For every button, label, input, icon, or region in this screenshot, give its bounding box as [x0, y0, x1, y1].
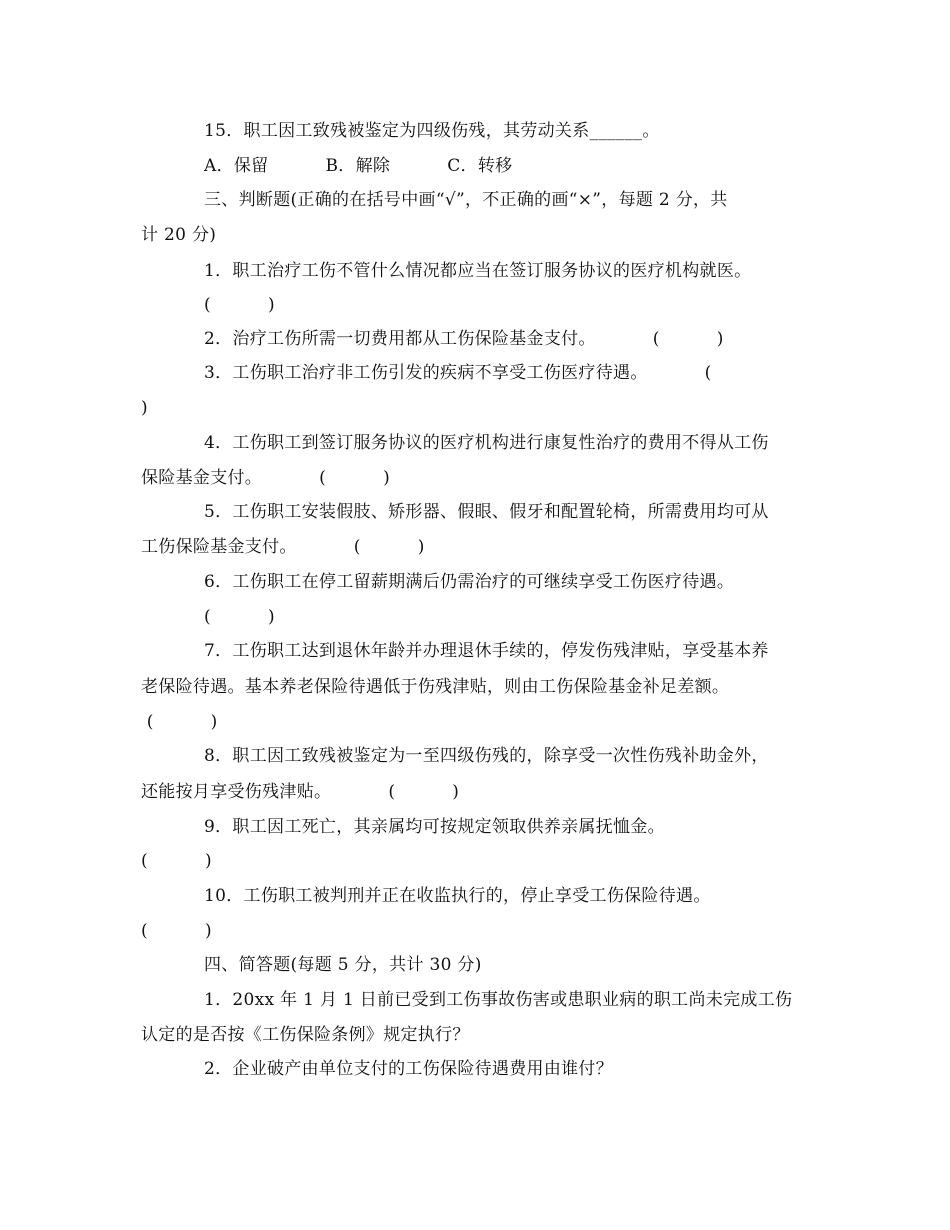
- judge-7-text: 7．工伤职工达到退休年龄并办理退休手续的，停发伤残津贴，享受基本养: [204, 641, 769, 661]
- judge-6-answer: ( ): [204, 607, 275, 627]
- judge-1-text: 1．职工治疗工伤不管什么情况都应当在签订服务协议的医疗机构就医。: [204, 261, 752, 281]
- short-answer-2-text: 2．企业破产由单位支付的工伤保险待遇费用由谁付？: [204, 1059, 614, 1079]
- judge-3-answer: ): [141, 398, 148, 418]
- judge-4-text-cont: 保险基金支付。 ( ): [141, 468, 391, 488]
- judge-7-answer: ( ): [141, 712, 218, 732]
- judge-9-text: 9．职工因工死亡，其亲属均可按规定领取供养亲属抚恤金。: [204, 817, 665, 837]
- judge-4-text: 4．工伤职工到签订服务协议的医疗机构进行康复性治疗的费用不得从工伤: [204, 433, 769, 453]
- short-answer-1-text: 1．20xx 年 1 月 1 日前已受到工伤事故伤害或患职业病的职工尚未完成工伤: [204, 990, 793, 1010]
- judge-2-text: 2．治疗工伤所需一切费用都从工伤保险基金支付。 ( ): [204, 329, 724, 349]
- judge-6-text: 6．工伤职工在停工留薪期满后仍需治疗的可继续享受工伤医疗待遇。: [204, 572, 735, 592]
- question-15-text: 15．职工因工致残被鉴定为四级伤残，其劳动关系______。: [204, 121, 660, 141]
- judge-8-text: 8．职工因工致残被鉴定为一至四级伤残的，除享受一次性伤残补助金外，: [204, 746, 769, 766]
- section-3-heading: 三、判断题(正确的在括号中画“√”，不正确的画“×”，每题 2 分，共: [204, 190, 728, 210]
- judge-8-text-cont: 还能按月享受伤残津贴。 ( ): [141, 782, 460, 802]
- judge-5-text: 5．工伤职工安装假肢、矫形器、假眼、假牙和配置轮椅，所需费用均可从: [204, 502, 769, 522]
- judge-3-text: 3．工伤职工治疗非工伤引发的疾病不享受工伤医疗待遇。 (: [204, 363, 712, 383]
- judge-7-text-cont: 老保险待遇。基本养老保险待遇低于伤残津贴，则由工伤保险基金补足差额。: [141, 677, 730, 697]
- section-4-heading: 四、简答题(每题 5 分，共计 30 分): [204, 955, 482, 975]
- judge-5-text-cont: 工伤保险基金支付。 ( ): [141, 537, 425, 557]
- judge-9-answer: ( ): [141, 851, 212, 871]
- judge-10-answer: ( ): [141, 921, 212, 941]
- section-3-heading-cont: 计 20 分): [141, 225, 217, 245]
- judge-1-answer: ( ): [204, 295, 275, 315]
- short-answer-1-text-cont: 认定的是否按《工伤保险条例》规定执行？: [141, 1025, 470, 1045]
- judge-10-text: 10．工伤职工被判刑并正在收监执行的，停止享受工伤保险待遇。: [204, 886, 711, 906]
- question-15-options: A．保留 B．解除 C．转移: [204, 156, 513, 176]
